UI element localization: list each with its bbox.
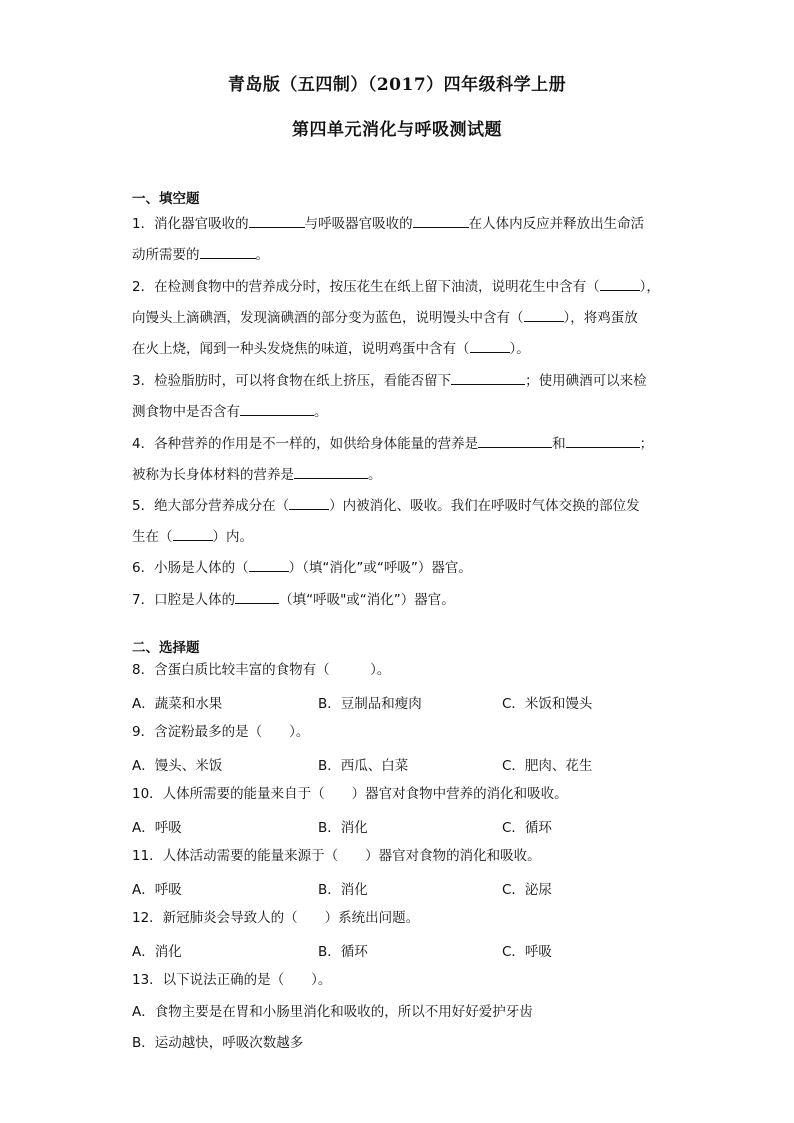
question-3-line-2: 测食物中是否含有 。 [132,401,677,421]
option-c[interactable]: C．泌尿 [502,882,552,898]
answer-blank[interactable] [249,213,305,228]
question-2-line-3: 在火上烧，闻到一种头发烧焦的味道，说明鸡蛋中含有（ ）。 [132,338,677,358]
question-12-stem: 12．新冠肺炎会导致人的（ ）系统出问题。 [132,910,420,926]
question-13-stem: 13．以下说法正确的是（ ）。 [132,972,332,988]
answer-blank[interactable] [470,338,510,353]
option-c[interactable]: C．米饭和馒头 [502,696,593,712]
answer-blank[interactable] [294,464,368,479]
question-9-stem: 9．含淀粉最多的是（ ）。 [132,724,310,740]
question-2-line-1: 2．在检测食物中的营养成分时，按压花生在纸上留下油渍，说明花生中含有（ ）， [132,276,677,296]
question-13-option-a[interactable]: A．食物主要是在胃和小肠里消化和吸收的，所以不用好好爱护牙齿 [132,1004,533,1020]
option-a[interactable]: A．蔬菜和水果 [132,696,223,712]
option-b[interactable]: B．循环 [318,944,368,960]
question-4-line-2: 被称为长身体材料的营养是 。 [132,464,677,484]
question-10-stem: 10．人体所需要的能量来自于（ ）器官对食物中营养的消化和吸收。 [132,786,568,802]
option-a[interactable]: A．馒头、米饭 [132,758,223,774]
option-c[interactable]: C．呼吸 [502,944,552,960]
option-c[interactable]: C．肥肉、花生 [502,758,593,774]
section-heading-fill-in: 一、填空题 [132,191,200,207]
answer-blank[interactable] [524,307,564,322]
option-b[interactable]: B．西瓜、白菜 [318,758,409,774]
answer-blank[interactable] [413,213,469,228]
option-b[interactable]: B．豆制品和瘦肉 [318,696,422,712]
question-8-stem: 8．含蛋白质比较丰富的食物有（ ）。 [132,662,391,678]
answer-blank[interactable] [249,557,289,572]
page-subtitle: 第四单元消化与呼吸测试题 [292,120,502,140]
question-4-line-1: 4．各种营养的作用是不一样的，如供给身体能量的营养是 和 ； [132,433,677,453]
question-5-line-2: 生在（ ）内。 [132,526,677,546]
question-10-options [0,816,794,834]
answer-blank[interactable] [289,495,329,510]
option-c[interactable]: C．循环 [502,820,552,836]
option-b[interactable]: B．消化 [318,882,368,898]
answer-blank[interactable] [566,433,640,448]
question-3-line-1: 3．检验脂肪时，可以将食物在纸上挤压，看能否留下 ；使用碘酒可以来检 [132,370,677,390]
answer-blank[interactable] [173,526,213,541]
question-6: 6．小肠是人体的（ ）（填“消化”或“呼吸”）器官。 [132,557,677,577]
option-a[interactable]: A．消化 [132,944,182,960]
question-7: 7．口腔是人体的 （填“呼吸"或“消化”）器官。 [132,589,677,609]
answer-blank[interactable] [478,433,552,448]
page-title: 青岛版（五四制）（2017）四年级科学上册 [227,75,567,95]
question-11-stem: 11．人体活动需要的能量来源于（ ）器官对食物的消化和吸收。 [132,848,541,864]
option-a[interactable]: A．呼吸 [132,882,182,898]
answer-blank[interactable] [600,276,640,291]
question-13-option-b[interactable]: B．运动越快，呼吸次数越多 [132,1035,304,1051]
answer-blank[interactable] [451,370,525,385]
answer-blank[interactable] [235,589,279,604]
question-9-options [0,754,794,772]
answer-blank[interactable] [200,244,256,259]
option-a[interactable]: A．呼吸 [132,820,182,836]
question-8-options [0,692,794,710]
question-1-line-2: 动所需要的 。 [132,244,677,264]
answer-blank[interactable] [240,401,314,416]
question-1-line-1: 1．消化器官吸收的 与呼吸器官吸收的 在人体内反应并释放出生命活 [132,213,677,233]
question-5-line-1: 5．绝大部分营养成分在（ ）内被消化、吸收。我们在呼吸时气体交换的部位发 [132,495,677,515]
question-2-line-2: 向馒头上滴碘酒，发现滴碘酒的部分变为蓝色，说明馒头中含有（ ），将鸡蛋放 [132,307,677,327]
option-b[interactable]: B．消化 [318,820,368,836]
section-heading-multiple-choice: 二、选择题 [132,640,200,656]
question-12-options [0,940,794,958]
question-11-options [0,878,794,896]
